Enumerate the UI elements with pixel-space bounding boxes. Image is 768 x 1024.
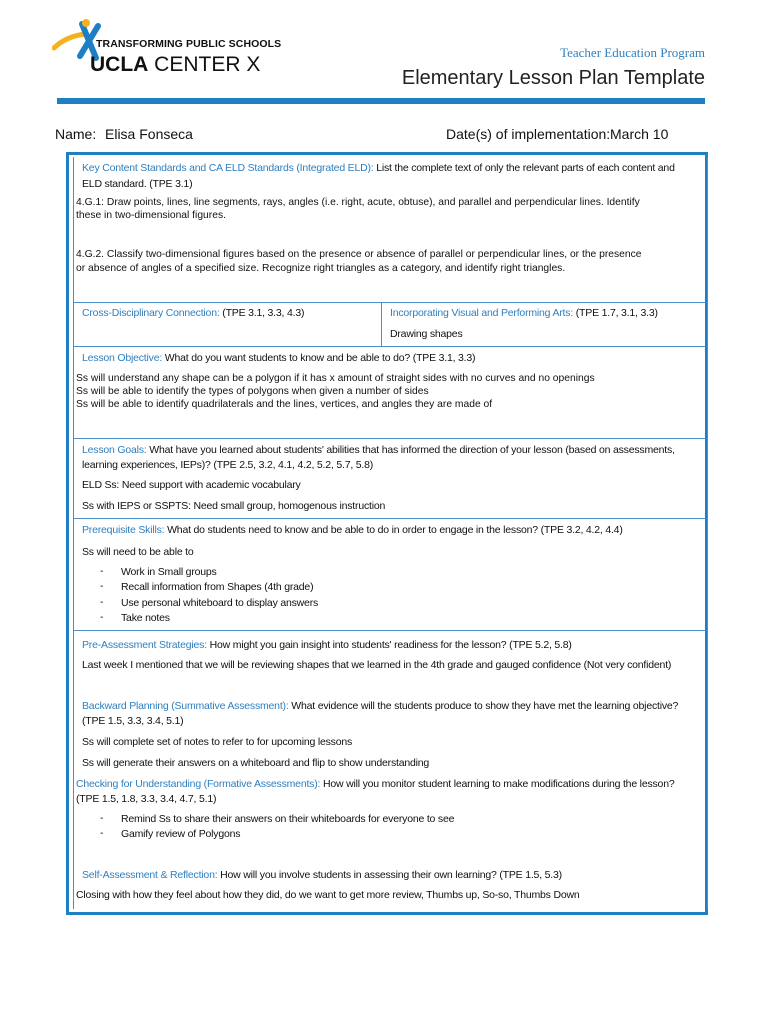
backward-planning-prompt: Backward Planning (Summative Assessment): What evidence will the students produce to show they have met the learning objective? xyxy=(82,700,679,712)
row-divider xyxy=(73,438,706,439)
logo-wordmark: UCLA CENTER X xyxy=(90,53,261,76)
list-dash: - xyxy=(100,565,104,577)
visual-arts-answer: Drawing shapes xyxy=(390,328,463,340)
goals-line: ELD Ss: Need support with academic vocabulary xyxy=(82,479,301,491)
objective-line: Ss will be able to identify quadrilaterals and the lines, vertices, and angles they are made of xyxy=(76,399,493,410)
pre-assessment-answer: Last week I mentioned that we will be reviewing shapes that we learned in the 4th grade and gauged confidence (Not very confident) xyxy=(82,659,672,671)
checking-understanding-prompt-cont: (TPE 1.5, 1.8, 3.3, 3.4, 4.7, 5.1) xyxy=(76,793,217,805)
document-title: Elementary Lesson Plan Template xyxy=(401,67,705,89)
lesson-goals-prompt: Lesson Goals: What have you learned about students' abilities that has informed the direction of your lesson (based on assessments, xyxy=(82,444,675,456)
checking-understanding-item: Gamify review of Polygons xyxy=(121,828,241,840)
standard-4g2-line2: or absence of angles of a specified size. Recognize right triangles as a category, and identify right triangles. xyxy=(76,263,566,274)
row-divider xyxy=(73,518,706,519)
list-dash: - xyxy=(100,812,104,824)
prerequisite-item: Work in Small groups xyxy=(121,566,217,578)
standard-4g2-line1: 4.G.2. Classify two-dimensional figures based on the presence or absence of parallel or perpendicular lines, or the presence xyxy=(76,249,642,260)
backward-planning-line: Ss will generate their answers on a whiteboard and flip to show understanding xyxy=(82,757,430,769)
pre-assessment-prompt: Pre-Assessment Strategies: How might you gain insight into students' readiness for the lesson? (TPE 5.2, 5.8) xyxy=(82,639,572,651)
list-dash: - xyxy=(100,580,104,592)
lesson-objective-prompt: Lesson Objective: What do you want students to know and be able to do? (TPE 3.1, 3.3) xyxy=(82,352,476,364)
name-label: Name: xyxy=(55,126,97,142)
standard-4g1-line1: 4.G.1: Draw points, lines, line segments, rays, angles (i.e. right, acute, obtuse), and parallel and perpendicular lines. Identify xyxy=(76,197,640,208)
cross-disciplinary-prompt: Cross-Disciplinary Connection: (TPE 3.1, 3.3, 4.3) xyxy=(82,307,305,319)
prerequisite-item: Recall information from Shapes (4th grade) xyxy=(121,581,314,593)
visual-arts-prompt: Incorporating Visual and Performing Arts: (TPE 1.7, 3.1, 3.3) xyxy=(390,307,658,319)
objective-line: Ss will understand any shape can be a polygon if it has x amount of straight sides with no curves and no openings xyxy=(76,373,595,384)
ucla-center-x-logo xyxy=(52,18,312,88)
prerequisite-item: Use personal whiteboard to display answers xyxy=(121,597,319,609)
list-dash: - xyxy=(100,611,104,623)
backward-planning-prompt-cont: (TPE 1.5, 3.3, 3.4, 5.1) xyxy=(82,715,184,727)
name-value: Elisa Fonseca xyxy=(105,126,193,142)
logo-tagline: TRANSFORMING PUBLIC SCHOOLS xyxy=(96,38,282,50)
date-label: Date(s) of implementation: xyxy=(446,126,611,142)
objective-line: Ss will be able to identify the types of polygons when given a number of sides xyxy=(76,386,429,397)
goals-line: Ss with IEPS or SSPTS: Need small group, homogenous instruction xyxy=(82,500,386,512)
checking-understanding-prompt: Checking for Understanding (Formative Assessments): How will you monitor student learning to make modifications during the lesson? xyxy=(76,778,675,790)
row-divider xyxy=(73,302,706,303)
list-dash: - xyxy=(100,596,104,608)
program-name: Teacher Education Program xyxy=(560,45,705,60)
date-value: March 10 xyxy=(610,126,669,142)
backward-planning-line: Ss will complete set of notes to refer to for upcoming lessons xyxy=(82,736,353,748)
prerequisite-prompt: Prerequisite Skills: What do students need to know and be able to do in order to engage in the lesson? (TPE 3.2, 4.2, 4.4) xyxy=(82,524,623,536)
header-rule xyxy=(57,98,705,104)
self-assessment-prompt: Self-Assessment & Reflection: How will you involve students in assessing their own learning? (TPE 1.5, 5.3) xyxy=(82,869,562,881)
standards-prompt-cont: ELD standard. (TPE 3.1) xyxy=(82,178,193,190)
standard-4g1-line2: these in two-dimensional figures. xyxy=(76,210,226,221)
lesson-goals-prompt-cont: learning experiences, IEPs)? (TPE 2.5, 3.2, 4.1, 4.2, 5.2, 5.7, 5.8) xyxy=(82,459,374,471)
prerequisite-intro: Ss will need to be able to xyxy=(82,546,194,558)
row-divider xyxy=(73,346,706,347)
list-dash: - xyxy=(100,827,104,839)
row-divider xyxy=(73,630,706,631)
prerequisite-item: Take notes xyxy=(121,612,170,624)
checking-understanding-item: Remind Ss to share their answers on their whiteboards for everyone to see xyxy=(121,813,455,825)
standards-prompt: Key Content Standards and CA ELD Standards (Integrated ELD): List the complete text of only the relevant parts of each content and xyxy=(82,162,675,174)
column-divider xyxy=(381,302,382,346)
self-assessment-answer: Closing with how they feel about how they did, do we want to get more review, Thumbs up, So-so, Thumbs Down xyxy=(76,889,580,901)
